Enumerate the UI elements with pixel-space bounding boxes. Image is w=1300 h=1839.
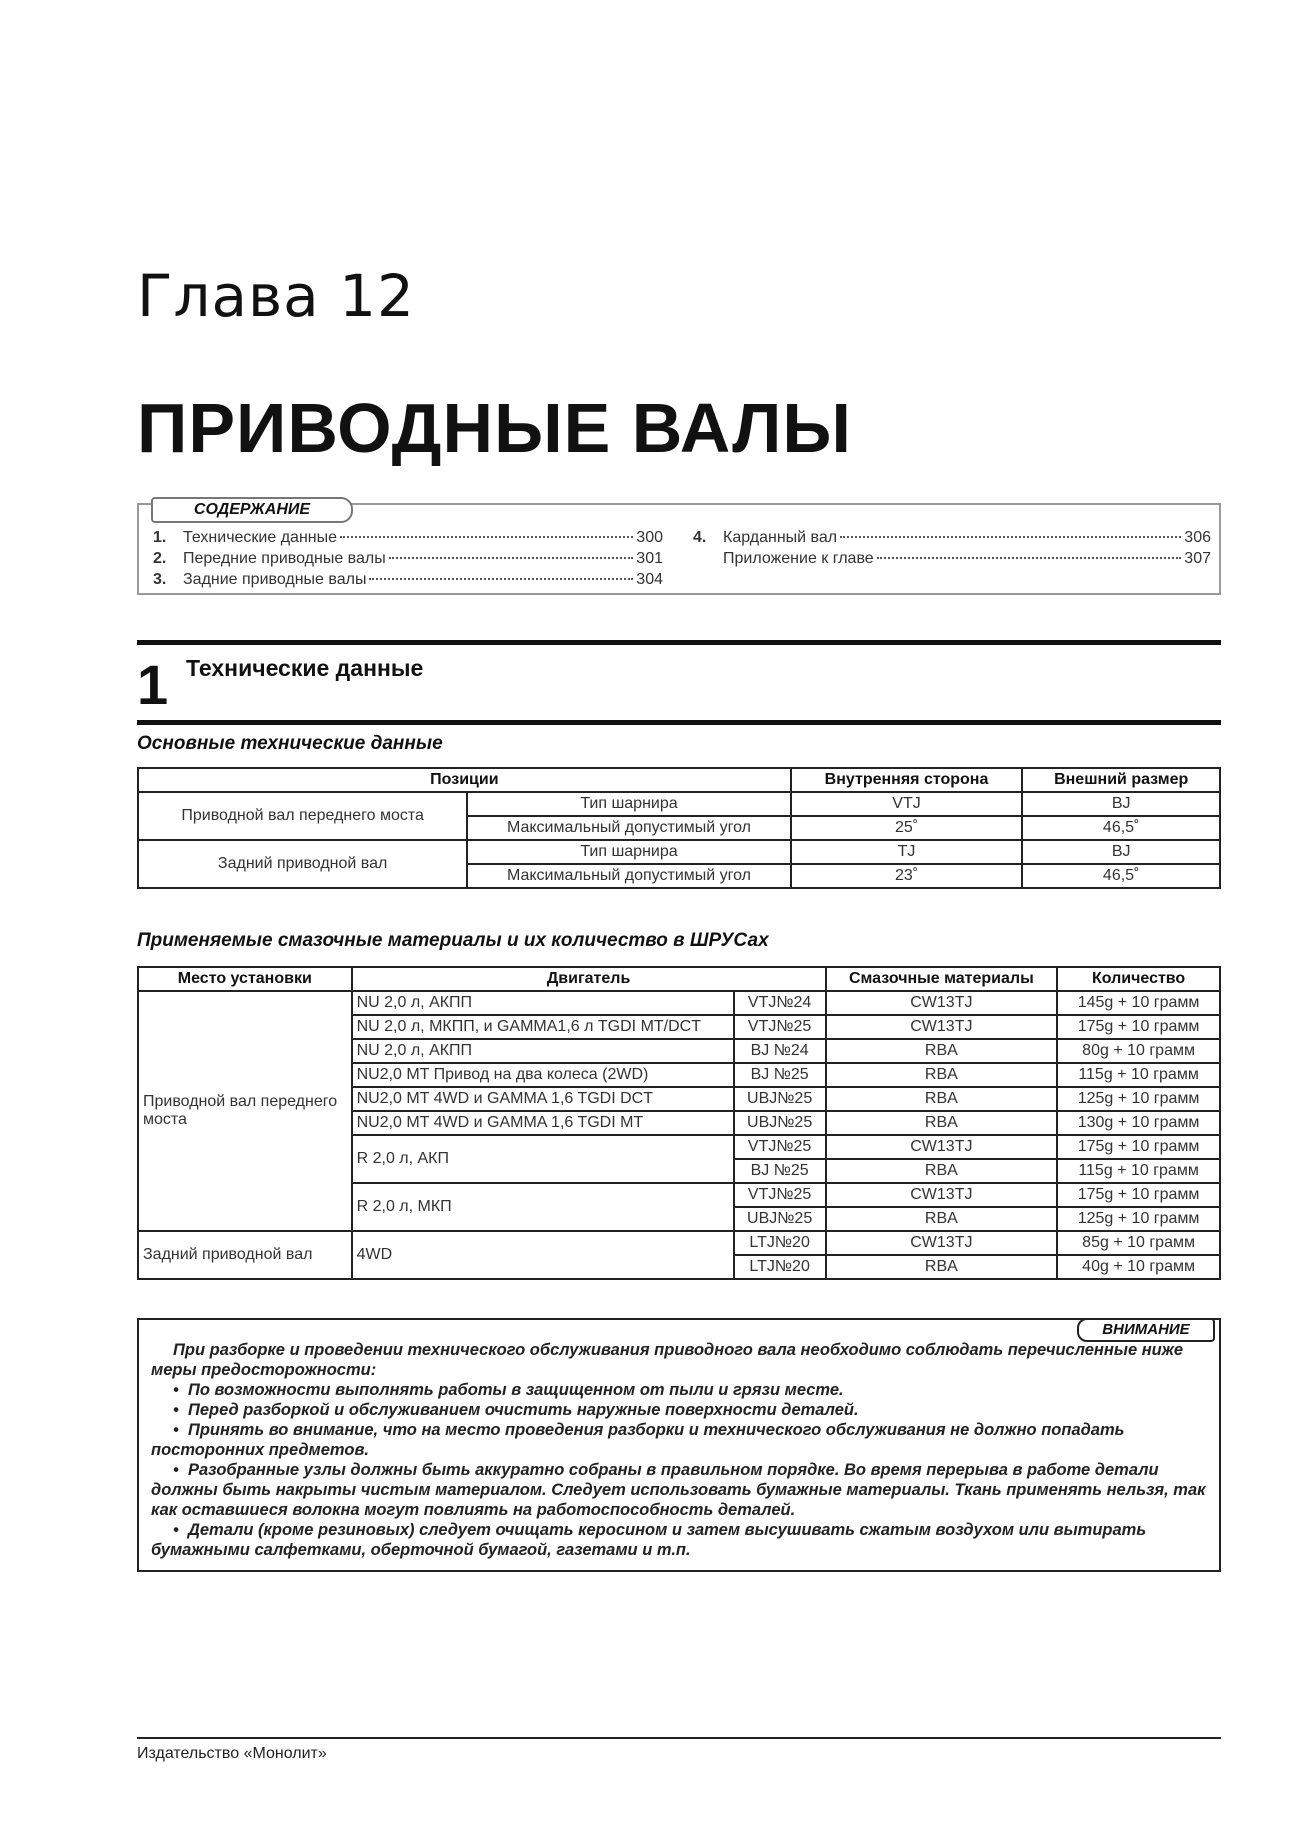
- toc-column-right: [693, 529, 1211, 571]
- table-header-row: [138, 768, 1220, 792]
- toc-item[interactable]: [693, 529, 1211, 550]
- toc-leader: [340, 536, 633, 538]
- quantity-cell: 80g + 10 грамм: [1057, 1039, 1220, 1063]
- quantity-cell: 125g + 10 грамм: [1057, 1087, 1220, 1111]
- joint-cell: UBJ№25: [734, 1087, 826, 1111]
- warning-item: • Принять во внимание, что на место проведения разборки и технического обслуживания не должно попадать посторонних предметов.: [151, 1421, 1125, 1459]
- footer-rule: [137, 1737, 1221, 1739]
- warning-item: • Детали (кроме резиновых) следует очищать керосином и затем высушивать сжатым воздухом или вытирать бумажными салфетками, оберточной бумагой, газетами и т.п.: [151, 1521, 1147, 1559]
- toc-item-number: 2.: [153, 550, 167, 567]
- quantity-cell: 125g + 10 грамм: [1057, 1207, 1220, 1231]
- table-header-row: [138, 967, 1220, 991]
- toc-item-page: 304: [636, 571, 663, 588]
- toc-item-text: Передние приводные валы: [183, 550, 386, 567]
- column-header: Внутренняя сторона: [791, 768, 1023, 792]
- grease-cell: RBA: [826, 1063, 1058, 1087]
- warning-item: • По возможности выполнять работы в защищенном от пыли и грязи месте.: [173, 1381, 844, 1399]
- outer-cell: BJ: [1022, 792, 1220, 816]
- table-row: [138, 840, 1220, 864]
- engine-cell: R 2,0 л, АКП: [352, 1135, 734, 1183]
- warning-body: [151, 1340, 1207, 1560]
- grease-cell: CW13TJ: [826, 1183, 1058, 1207]
- quantity-cell: 130g + 10 грамм: [1057, 1111, 1220, 1135]
- grease-cell: RBA: [826, 1207, 1058, 1231]
- chapter-label: Глава 12: [137, 262, 415, 330]
- grease-cell: RBA: [826, 1039, 1058, 1063]
- table-of-contents: [137, 503, 1221, 595]
- toc-item-number: 3.: [153, 571, 167, 588]
- joint-cell: LTJ№20: [734, 1255, 826, 1279]
- column-header: Количество: [1057, 967, 1220, 991]
- joint-cell: VTJ№24: [734, 991, 826, 1015]
- column-header: Двигатель: [352, 967, 826, 991]
- warning-item: • Перед разборкой и обслуживанием очистить наружные поверхности деталей.: [173, 1401, 859, 1419]
- grease-cell: CW13TJ: [826, 991, 1058, 1015]
- lube-table: [137, 966, 1221, 1280]
- group-cell: Приводной вал переднего моста: [138, 792, 467, 840]
- joint-cell: BJ №25: [734, 1159, 826, 1183]
- toc-item[interactable]: [153, 529, 663, 550]
- toc-column-left: [153, 529, 663, 592]
- section-bottom-rule: [137, 720, 1221, 725]
- engine-cell: NU2,0 MT Привод на два колеса (2WD): [352, 1063, 734, 1087]
- spec-table-heading: Основные технические данные: [137, 733, 443, 754]
- grease-cell: RBA: [826, 1111, 1058, 1135]
- footer-publisher: Издательство «Монолит»: [137, 1745, 327, 1762]
- inner-cell: 23˚: [791, 864, 1023, 888]
- toc-item[interactable]: [153, 550, 663, 571]
- column-header: Смазочные материалы: [826, 967, 1058, 991]
- joint-cell: BJ №25: [734, 1063, 826, 1087]
- joint-cell: VTJ№25: [734, 1183, 826, 1207]
- joint-cell: BJ №24: [734, 1039, 826, 1063]
- section-top-rule: [137, 640, 1221, 645]
- warning-box: [137, 1318, 1221, 1572]
- grease-cell: CW13TJ: [826, 1231, 1058, 1255]
- quantity-cell: 85g + 10 грамм: [1057, 1231, 1220, 1255]
- warning-tab: ВНИМАНИЕ: [1077, 1318, 1215, 1342]
- grease-cell: RBA: [826, 1087, 1058, 1111]
- toc-leader: [877, 557, 1182, 559]
- joint-cell: LTJ№20: [734, 1231, 826, 1255]
- engine-cell: NU2,0 MT 4WD и GAMMA 1,6 TGDI MT: [352, 1111, 734, 1135]
- quantity-cell: 40g + 10 грамм: [1057, 1255, 1220, 1279]
- chapter-title: ПРИВОДНЫЕ ВАЛЫ: [137, 389, 852, 467]
- param-cell: Максимальный допустимый угол: [467, 816, 790, 840]
- quantity-cell: 175g + 10 грамм: [1057, 1135, 1220, 1159]
- engine-cell: NU2,0 MT 4WD и GAMMA 1,6 TGDI DCT: [352, 1087, 734, 1111]
- toc-item-page: 301: [636, 550, 663, 567]
- toc-item-page: 300: [636, 529, 663, 546]
- param-cell: Тип шарнира: [467, 792, 790, 816]
- outer-cell: 46,5˚: [1022, 864, 1220, 888]
- toc-leader: [369, 578, 633, 580]
- toc-item-page: 306: [1184, 529, 1211, 546]
- engine-cell: R 2,0 л, МКП: [352, 1183, 734, 1231]
- outer-cell: 46,5˚: [1022, 816, 1220, 840]
- column-header: Позиции: [138, 768, 791, 792]
- engine-cell: NU 2,0 л, МКПП, и GAMMA1,6 л TGDI MT/DCT: [352, 1015, 734, 1039]
- quantity-cell: 115g + 10 грамм: [1057, 1063, 1220, 1087]
- param-cell: Максимальный допустимый угол: [467, 864, 790, 888]
- quantity-cell: 175g + 10 грамм: [1057, 1015, 1220, 1039]
- toc-item[interactable]: [153, 571, 663, 592]
- grease-cell: RBA: [826, 1159, 1058, 1183]
- lube-table-heading: Применяемые смазочные материалы и их количество в ШРУСах: [137, 930, 769, 951]
- table-row: [138, 991, 1220, 1015]
- quantity-cell: 115g + 10 грамм: [1057, 1159, 1220, 1183]
- toc-item[interactable]: [693, 550, 1211, 571]
- toc-leader: [389, 557, 634, 559]
- quantity-cell: 175g + 10 грамм: [1057, 1183, 1220, 1207]
- engine-cell: 4WD: [352, 1231, 734, 1279]
- grease-cell: CW13TJ: [826, 1135, 1058, 1159]
- section-title: Технические данные: [186, 655, 424, 681]
- column-header: Место установки: [138, 967, 352, 991]
- inner-cell: VTJ: [791, 792, 1023, 816]
- toc-item-text: Приложение к главе: [723, 550, 874, 567]
- quantity-cell: 145g + 10 грамм: [1057, 991, 1220, 1015]
- engine-cell: NU 2,0 л, АКПП: [352, 991, 734, 1015]
- section-number: 1: [137, 653, 169, 716]
- grease-cell: CW13TJ: [826, 1015, 1058, 1039]
- inner-cell: TJ: [791, 840, 1023, 864]
- warning-intro: При разборке и проведении технического обслуживания приводного вала необходимо соблюдать перечисленные ниже меры предосторожности:: [151, 1341, 1184, 1379]
- joint-cell: VTJ№25: [734, 1015, 826, 1039]
- grease-cell: RBA: [826, 1255, 1058, 1279]
- joint-cell: UBJ№25: [734, 1207, 826, 1231]
- column-header: Внешний размер: [1022, 768, 1220, 792]
- spec-table: [137, 767, 1221, 889]
- group-cell: Задний приводной вал: [138, 840, 467, 888]
- table-row: [138, 792, 1220, 816]
- param-cell: Тип шарнира: [467, 840, 790, 864]
- toc-item-text: Технические данные: [183, 529, 338, 546]
- outer-cell: BJ: [1022, 840, 1220, 864]
- joint-cell: VTJ№25: [734, 1135, 826, 1159]
- toc-item-page: 307: [1184, 550, 1211, 567]
- location-cell: Задний приводной вал: [138, 1231, 352, 1279]
- toc-item-text: Карданный вал: [723, 529, 838, 546]
- inner-cell: 25˚: [791, 816, 1023, 840]
- engine-cell: NU 2,0 л, АКПП: [352, 1039, 734, 1063]
- toc-leader: [840, 536, 1181, 538]
- location-cell: Приводной вал переднего моста: [138, 991, 352, 1231]
- joint-cell: UBJ№25: [734, 1111, 826, 1135]
- table-row: [138, 1231, 1220, 1255]
- toc-item-number: 1.: [153, 529, 167, 546]
- toc-item-number: 4.: [693, 529, 707, 546]
- toc-heading: СОДЕРЖАНИЕ: [151, 497, 353, 523]
- warning-item: • Разобранные узлы должны быть аккуратно собраны в правильном порядке. Во время перерыва в работе детали должны быть накрыты чистым материалом. Следует использовать бумажные материалы. Ткань применять нельзя, так как оставшиеся волокна могут повлиять на работоспособность деталей.: [151, 1461, 1206, 1519]
- toc-item-text: Задние приводные валы: [183, 571, 367, 588]
